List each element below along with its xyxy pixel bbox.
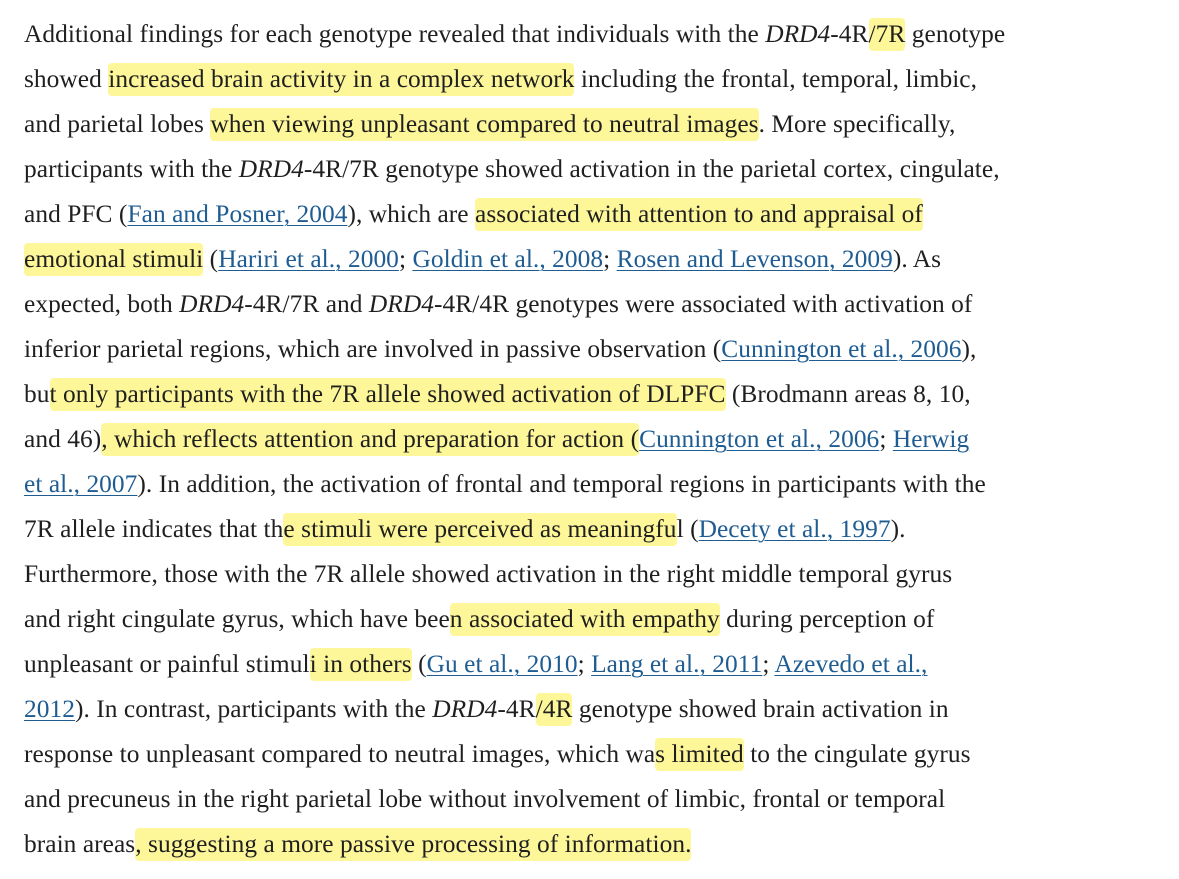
body-text: (Brodmann areas 8, 10, (725, 380, 971, 408)
body-text: -4R/7R genotype showed activation in the parietal cortex, cingulate, (303, 155, 1000, 183)
body-text: unpleasant or painful stimul (24, 650, 310, 678)
body-text: and PFC ( (24, 200, 128, 228)
text-line (24, 462, 1159, 507)
body-text: and 46) (24, 425, 102, 453)
highlighted-text: /4R (536, 693, 573, 726)
citation-link[interactable]: Herwig (892, 425, 970, 453)
text-line (24, 507, 1159, 552)
citation-link[interactable]: Gu et al., 2010 (426, 650, 578, 678)
body-text: genotype showed brain activation in (572, 695, 949, 723)
body-text: and precuneus in the right parietal lobe without involvement of limbic, frontal or temporal (24, 785, 946, 813)
citation-link[interactable]: Fan and Posner, 2004 (127, 200, 348, 228)
citation-link[interactable]: et al., 2007 (24, 470, 138, 498)
text-line (24, 57, 1159, 102)
highlighted-text: , suggesting a more passive processing of information. (135, 828, 691, 861)
body-text: expected, both (24, 290, 180, 318)
body-text: ( (203, 245, 219, 273)
citation-link[interactable]: Decety et al., 1997 (698, 515, 891, 543)
gene-name: DRD4 (368, 290, 434, 318)
body-text: ). (890, 515, 906, 543)
body-text: ). In contrast, participants with the (74, 695, 433, 723)
body-text: genotype (905, 20, 1006, 48)
text-line (24, 417, 1159, 462)
body-text: l ( (676, 515, 699, 543)
body-text: -4R/4R genotypes were associated with activation of (434, 290, 973, 318)
body-text: -4R (497, 695, 536, 723)
text-line (24, 552, 1159, 597)
body-text: ), (961, 335, 977, 363)
text-line (24, 822, 1159, 867)
body-text: and right cingulate gyrus, which have bee (24, 605, 450, 633)
article-paragraph (24, 12, 1159, 867)
body-text: response to unpleasant compared to neutral images, which wa (24, 740, 656, 768)
citation-link[interactable]: Lang et al., 2011 (591, 650, 763, 678)
highlighted-text: t only participants with the 7R allele showed activation of DLPFC (50, 378, 726, 411)
highlighted-text: associated with attention to and appraisal of (475, 198, 923, 231)
body-text: and parietal lobes (24, 110, 211, 138)
body-text: . More specifically, (758, 110, 956, 138)
text-line (24, 327, 1159, 372)
body-text: ; (577, 650, 592, 678)
body-text: ), which are (347, 200, 476, 228)
gene-name: DRD4 (179, 290, 245, 318)
citation-link[interactable]: Rosen and Levenson, 2009 (616, 245, 893, 273)
body-text: inferior parietal regions, which are involved in passive observation ( (24, 335, 722, 363)
citation-link[interactable]: Azevedo et al., (774, 650, 928, 678)
citation-link[interactable]: Cunnington et al., 2006 (721, 335, 962, 363)
citation-link[interactable]: Hariri et al., 2000 (218, 245, 399, 273)
citation-link[interactable]: 2012 (24, 695, 75, 723)
body-text: bu (24, 380, 50, 408)
highlighted-text: , which reflects attention and preparation for action ( (101, 423, 639, 456)
body-text: including the frontal, temporal, limbic, (574, 65, 978, 93)
highlighted-text: /7R (869, 18, 906, 51)
highlighted-text: e stimuli were perceived as meaningfu (283, 513, 676, 546)
highlighted-text: emotional stimuli (24, 243, 203, 276)
body-text: Furthermore, those with the 7R allele showed activation in the right middle temporal gyrus (24, 560, 953, 588)
text-line (24, 237, 1159, 282)
gene-name: DRD4 (432, 695, 498, 723)
body-text: 7R allele indicates that th (24, 515, 284, 543)
body-text: showed (24, 65, 109, 93)
highlighted-text: n associated with empathy (450, 603, 720, 636)
gene-name: DRD4 (238, 155, 304, 183)
text-line (24, 732, 1159, 777)
highlighted-text: when viewing unpleasant compared to neutral images (210, 108, 758, 141)
body-text: brain areas (24, 830, 136, 858)
gene-name: DRD4 (765, 20, 831, 48)
text-line (24, 192, 1159, 237)
text-line (24, 372, 1159, 417)
body-text: ; (398, 245, 413, 273)
text-line (24, 12, 1159, 57)
body-text: ; (603, 245, 617, 273)
body-text: ). As (892, 245, 942, 273)
body-text: ; (762, 650, 775, 678)
citation-link[interactable]: Goldin et al., 2008 (412, 245, 604, 273)
text-line (24, 642, 1159, 687)
body-text: -4R (830, 20, 869, 48)
highlighted-text: s limited (655, 738, 744, 771)
text-line (24, 597, 1159, 642)
text-line (24, 777, 1159, 822)
body-text: during perception of (719, 605, 935, 633)
body-text: -4R/7R and (244, 290, 369, 318)
body-text: ; (879, 425, 893, 453)
body-text: ). In addition, the activation of frontal and temporal regions in participants with the (137, 470, 986, 498)
text-line (24, 147, 1159, 192)
body-text: to the cingulate gyrus (743, 740, 971, 768)
citation-link[interactable]: Cunnington et al., 2006 (639, 425, 880, 453)
body-text: participants with the (24, 155, 239, 183)
text-line (24, 687, 1159, 732)
text-line (24, 282, 1159, 327)
highlighted-text: i in others (310, 648, 412, 681)
body-text: ( (411, 650, 427, 678)
body-text: Additional findings for each genotype revealed that individuals with the (24, 20, 766, 48)
text-line (24, 102, 1159, 147)
highlighted-text: increased brain activity in a complex network (108, 63, 574, 96)
